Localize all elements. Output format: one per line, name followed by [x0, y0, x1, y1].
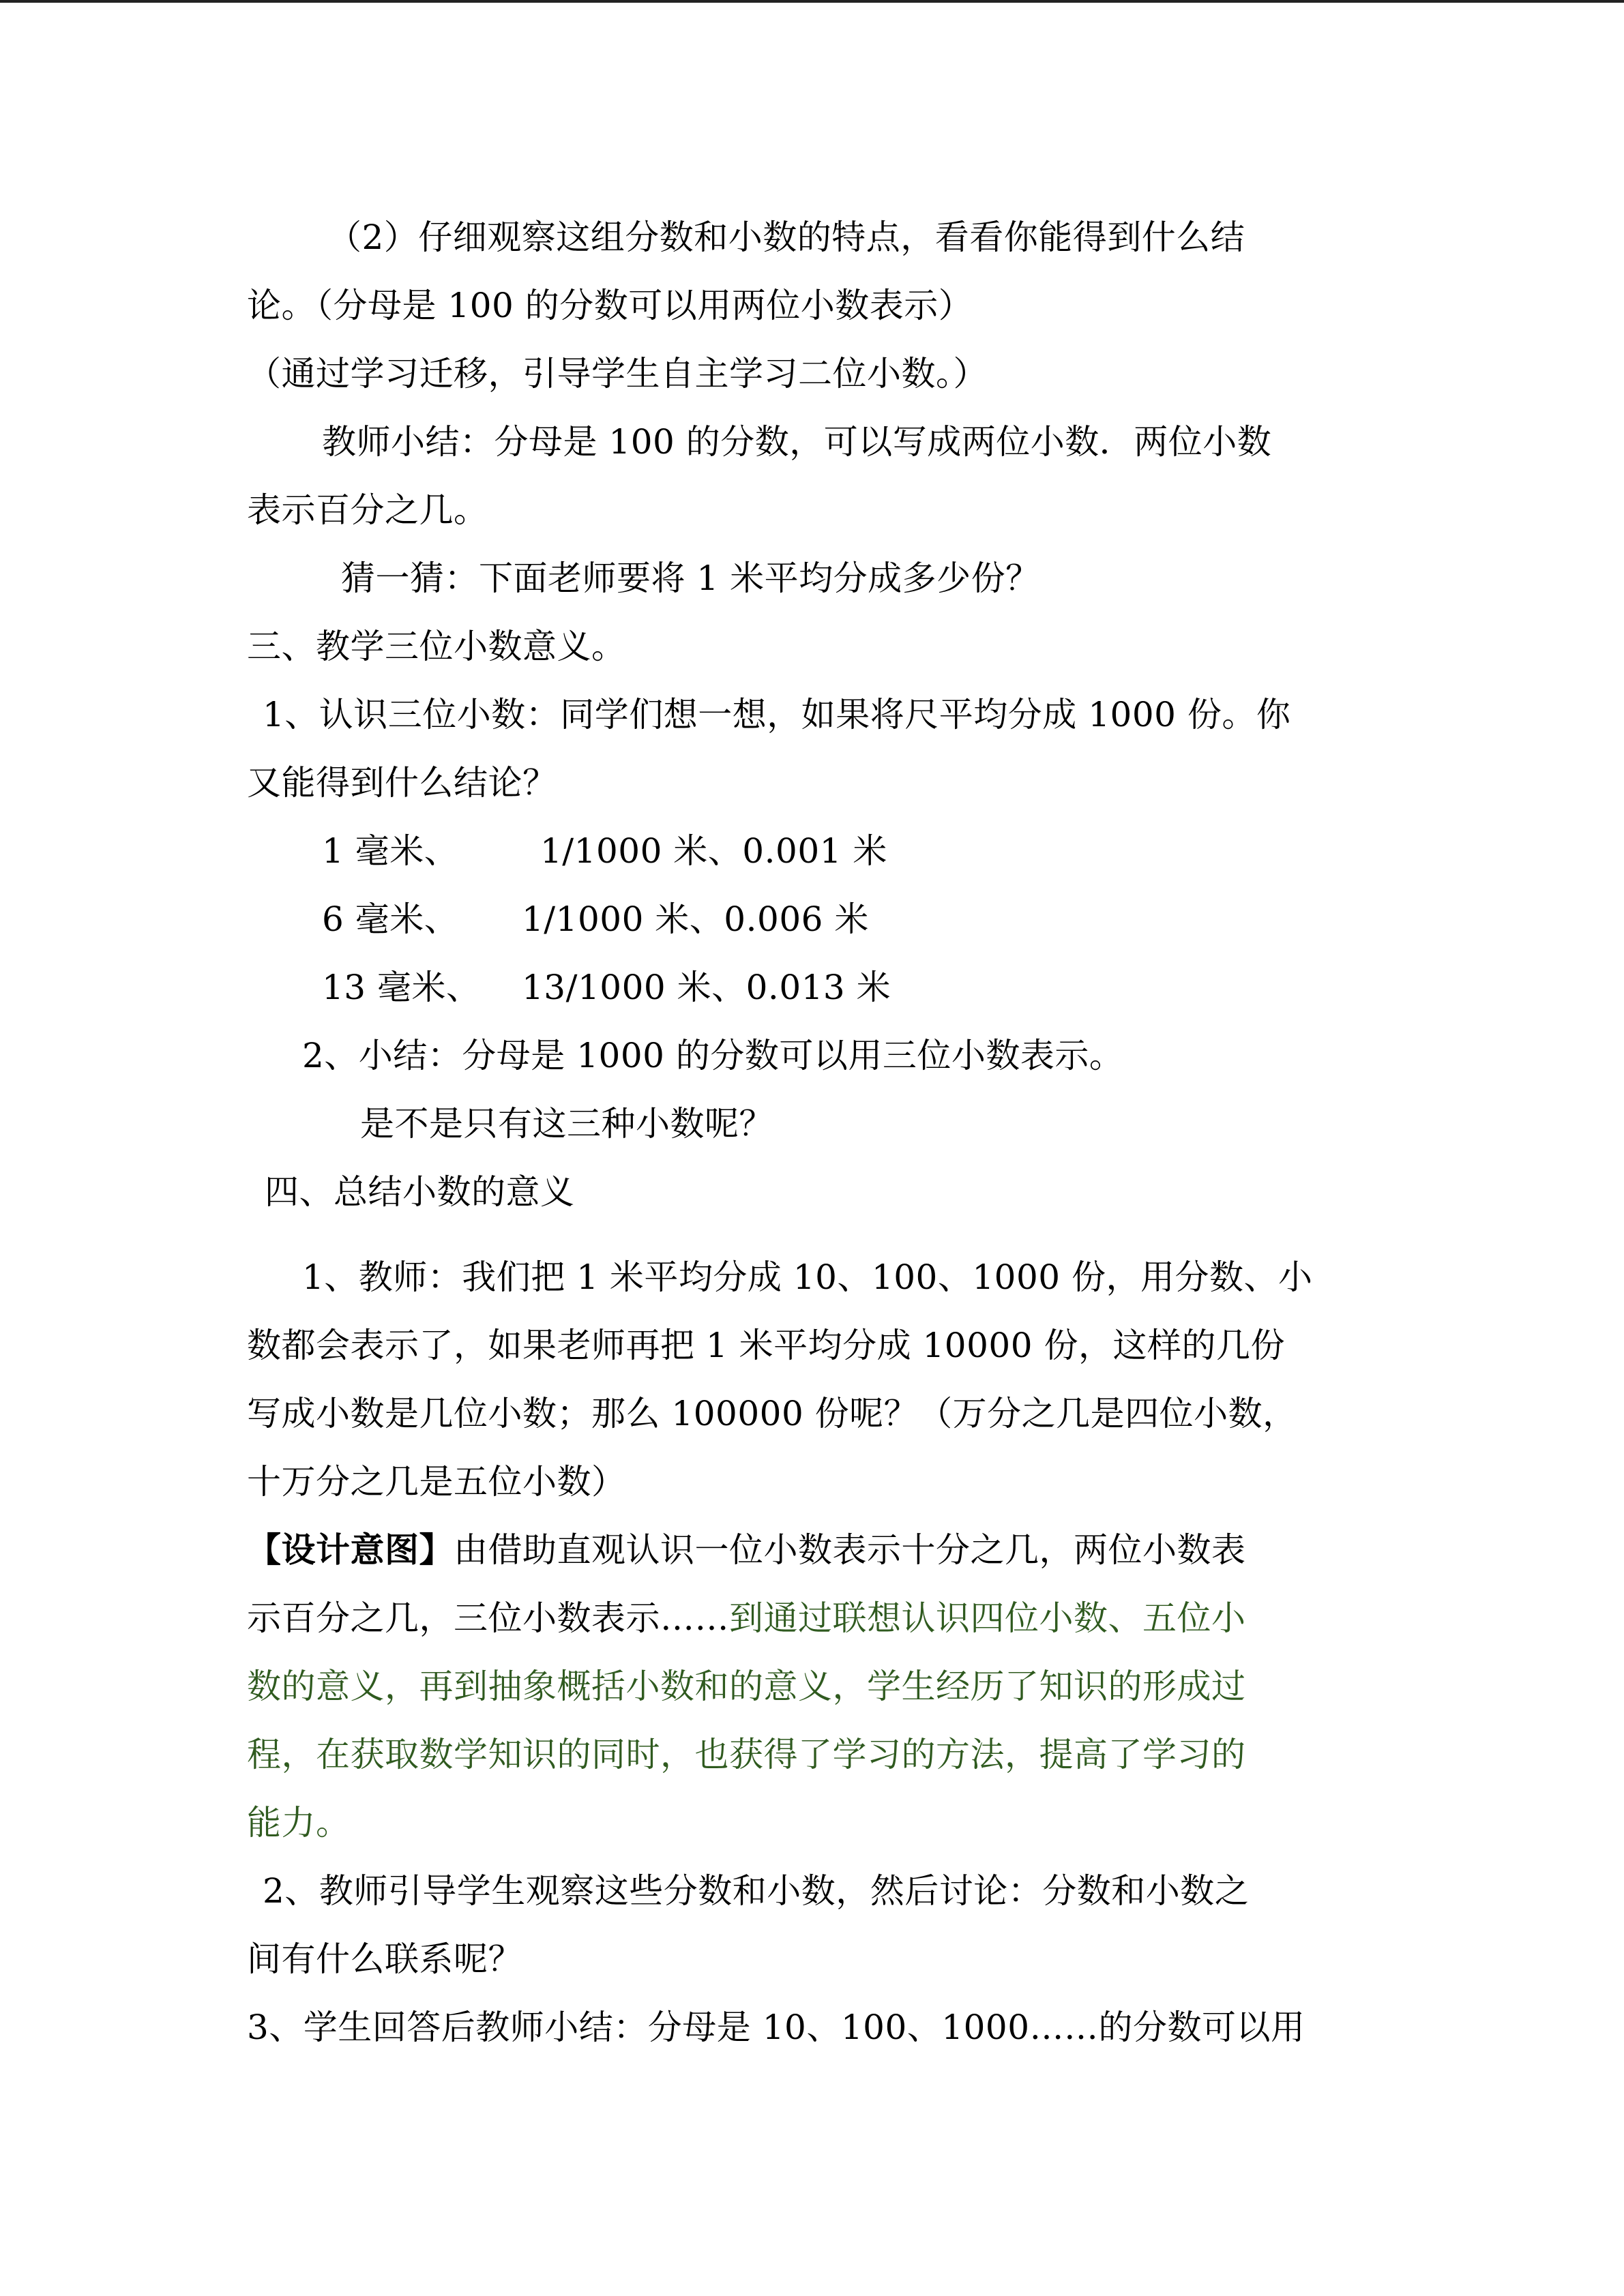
design-intent-line-3: 数的意义，再到抽象概括小数和的意义，学生经历了知识的形成过 [247, 1667, 1246, 1706]
design-intent-line-2 [247, 1598, 1246, 1639]
design-intent-green-part: 到通过联想认识四位小数、五位小 [729, 1598, 1246, 1638]
question-three-kinds: 是不是只有这三种小数呢？ [360, 1104, 773, 1144]
page-top-rule [0, 0, 1624, 3]
teacher-summary-line-1: 教师小结：分母是 100 的分数，可以写成两位小数．两位小数 [322, 422, 1272, 462]
item-2b-line-2: 间有什么联系呢？ [247, 1939, 522, 1979]
teacher-paragraph-line-4: 十万分之几是五位小数） [247, 1462, 626, 1502]
item-2-summary: 2、小结：分母是 1000 的分数可以用三位小数表示。 [302, 1036, 1124, 1075]
design-intent-line-1 [247, 1530, 1246, 1570]
transfer-note: （通过学习迁移，引导学生自主学习二位小数。） [247, 354, 988, 393]
example-3-fraction: 13/1000 米、0.013 米 [522, 968, 891, 1007]
teacher-paragraph-line-1: 1、教师：我们把 1 米平均分成 10、100、1000 份，用分数、小 [302, 1257, 1313, 1297]
design-intent-black-part: 示百分之几，三位小数表示…… [247, 1598, 729, 1638]
item-3-line-1: 3、学生回答后教师小结：分母是 10、100、1000……的分数可以用 [247, 2008, 1305, 2047]
section-4-heading: 四、总结小数的意义 [265, 1172, 575, 1212]
example-2-mm: 6 毫米、 [322, 899, 459, 939]
example-1-fraction: 1/1000 米、0.001 米 [540, 831, 887, 871]
teacher-paragraph-line-2: 数都会表示了，如果老师再把 1 米平均分成 10000 份，这样的几份 [247, 1326, 1285, 1365]
item-2b-line-1: 2、教师引导学生观察这些分数和小数，然后讨论：分数和小数之 [263, 1871, 1250, 1911]
paragraph-2-line-2: 论。（分母是 100 的分数可以用两位小数表示） [247, 286, 973, 325]
item-1-line-2: 又能得到什么结论？ [247, 763, 557, 803]
example-3-mm: 13 毫米、 [322, 968, 481, 1007]
design-intent-text: 由借助直观认识一位小数表示十分之几，两位小数表 [454, 1530, 1246, 1570]
design-intent-line-4: 程，在获取数学知识的同时，也获得了学习的方法，提高了学习的 [247, 1735, 1246, 1774]
example-2-fraction: 1/1000 米、0.006 米 [522, 899, 869, 939]
section-3-heading: 三、教学三位小数意义。 [247, 627, 626, 666]
item-1-line-1: 1、认识三位小数：同学们想一想，如果将尺平均分成 1000 份。你 [263, 695, 1291, 734]
design-intent-line-5: 能力。 [247, 1803, 351, 1843]
paragraph-2-line-1: （2）仔细观察这组分数和小数的特点，看看你能得到什么结 [327, 218, 1245, 257]
teacher-summary-line-2: 表示百分之几。 [247, 490, 488, 530]
guess-prompt: 猜一猜：下面老师要将 1 米平均分成多少份？ [341, 558, 1040, 598]
example-1-mm: 1 毫米、 [322, 831, 459, 871]
design-intent-label: 【设计意图】 [247, 1530, 454, 1570]
teacher-paragraph-line-3: 写成小数是几位小数；那么 100000 份呢？（万分之几是四位小数， [247, 1394, 1297, 1433]
